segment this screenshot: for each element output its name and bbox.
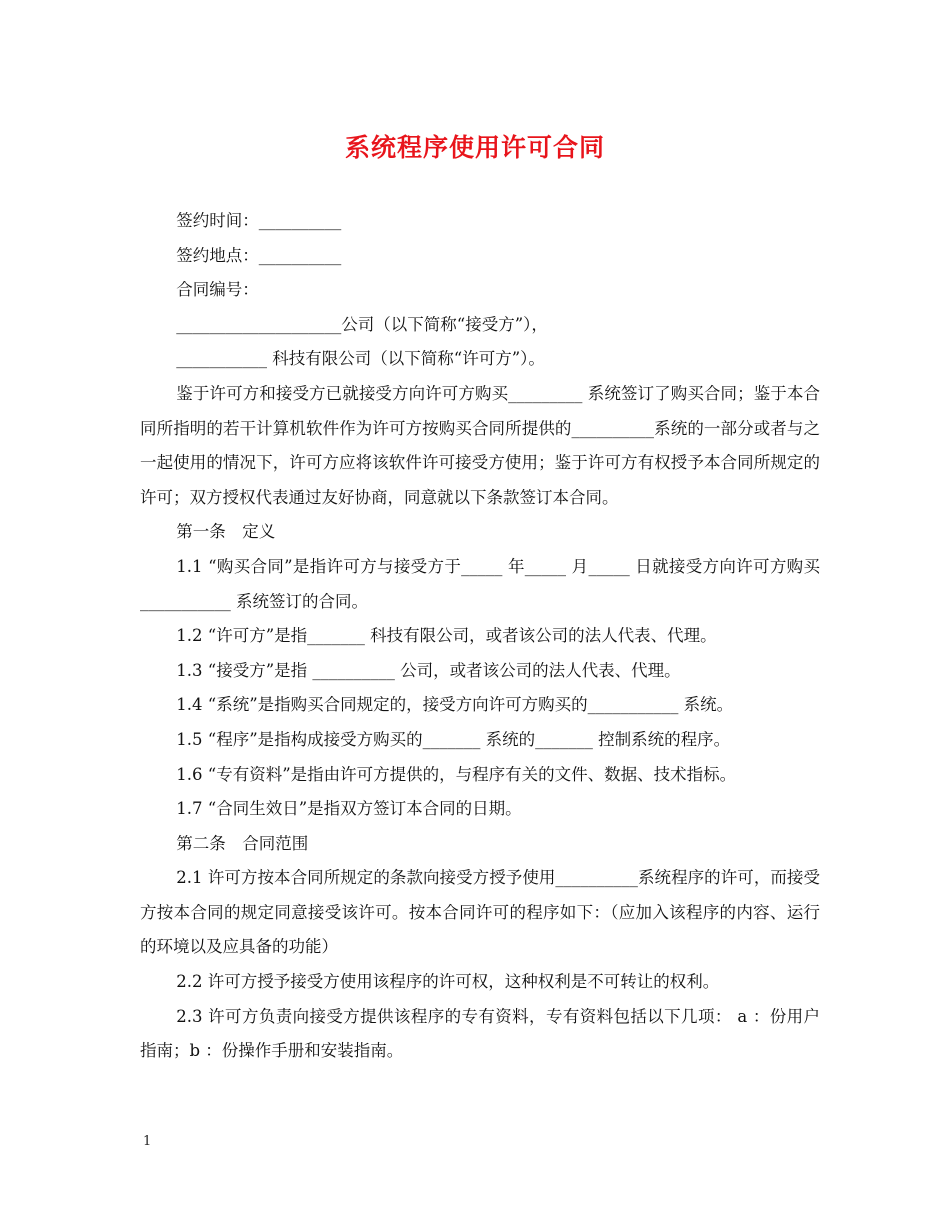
clause-2-3: 2.3 许可方负责向接受方提供该程序的专有资料，专有资料包括以下几项： a ：份用户指南；b ：份操作手册和安装指南。 [140,1006,820,1061]
clause-1-7: 1.7 “合同生效日”是指双方签订本合同的日期。 [176,799,522,819]
clause-1-3: 1.3 “接受方”是指 __________ 公司，或者该公司的法人代表、代理。 [176,660,681,680]
clause-2-2: 2.2 许可方授予接受方使用该程序的许可权，这种权利是不可转让的权利。 [176,972,720,992]
contract-number-line: 合同编号： [176,280,259,300]
clause-1-4: 1.4 “系统”是指购买合同规定的，接受方向许可方购买的___________ 系统。 [176,695,734,715]
document-title: 系统程序使用许可合同 [344,133,605,162]
sign-place-line: 签约地点：__________ [176,245,342,265]
clause-1-5: 1.5 “程序”是指构成接受方购买的_______ 系统的_______ 控制系统的程序。 [176,729,731,749]
document-body [140,204,820,1069]
article-1-heading: 第一条 定义 [176,522,276,542]
preamble-paragraph: 鉴于许可方和接受方已就接受方向许可方购买_________ 系统签订了购买合同；鉴于本合同所指明的若干计算机软件作为许可方按购买合同所提供的__________系统的一部分或者与之一起使用的情况下，许可方应将该软件许可接受方使用；鉴于许可方有权授予本合同所规定的许可；双方授权代表通过友好协商，同意就以下条款签订本合同。 [140,383,820,507]
party-receiver-line: ____________________公司（以下简称“接受方”）， [176,314,548,334]
clause-1-6: 1.6 “专有资料”是指由许可方提供的，与程序有关的文件、数据、技术指标。 [176,764,737,784]
page-number: 1 [143,1134,152,1149]
article-2-heading: 第二条 合同范围 [176,833,309,853]
clause-2-1: 2.1 许可方按本合同所规定的条款向接受方授予使用__________系统程序的许可，而接受方按本合同的规定同意接受该许可。按本合同许可的程序如下：（应加入该程序的内容、运行的环境以及应具备的功能） [140,868,820,957]
sign-time-line: 签约时间：__________ [176,211,342,230]
clause-1-1: 1.1 “购买合同”是指许可方与接受方于_____ 年_____ 月_____ 日就接受方向许可方购买___________ 系统签订的合同。 [140,556,820,611]
clause-1-2: 1.2 “许可方”是指_______ 科技有限公司，或者该公司的法人代表、代理。 [176,626,717,646]
party-licensor-line: ___________ 科技有限公司（以下简称“许可方”）。 [176,349,545,369]
